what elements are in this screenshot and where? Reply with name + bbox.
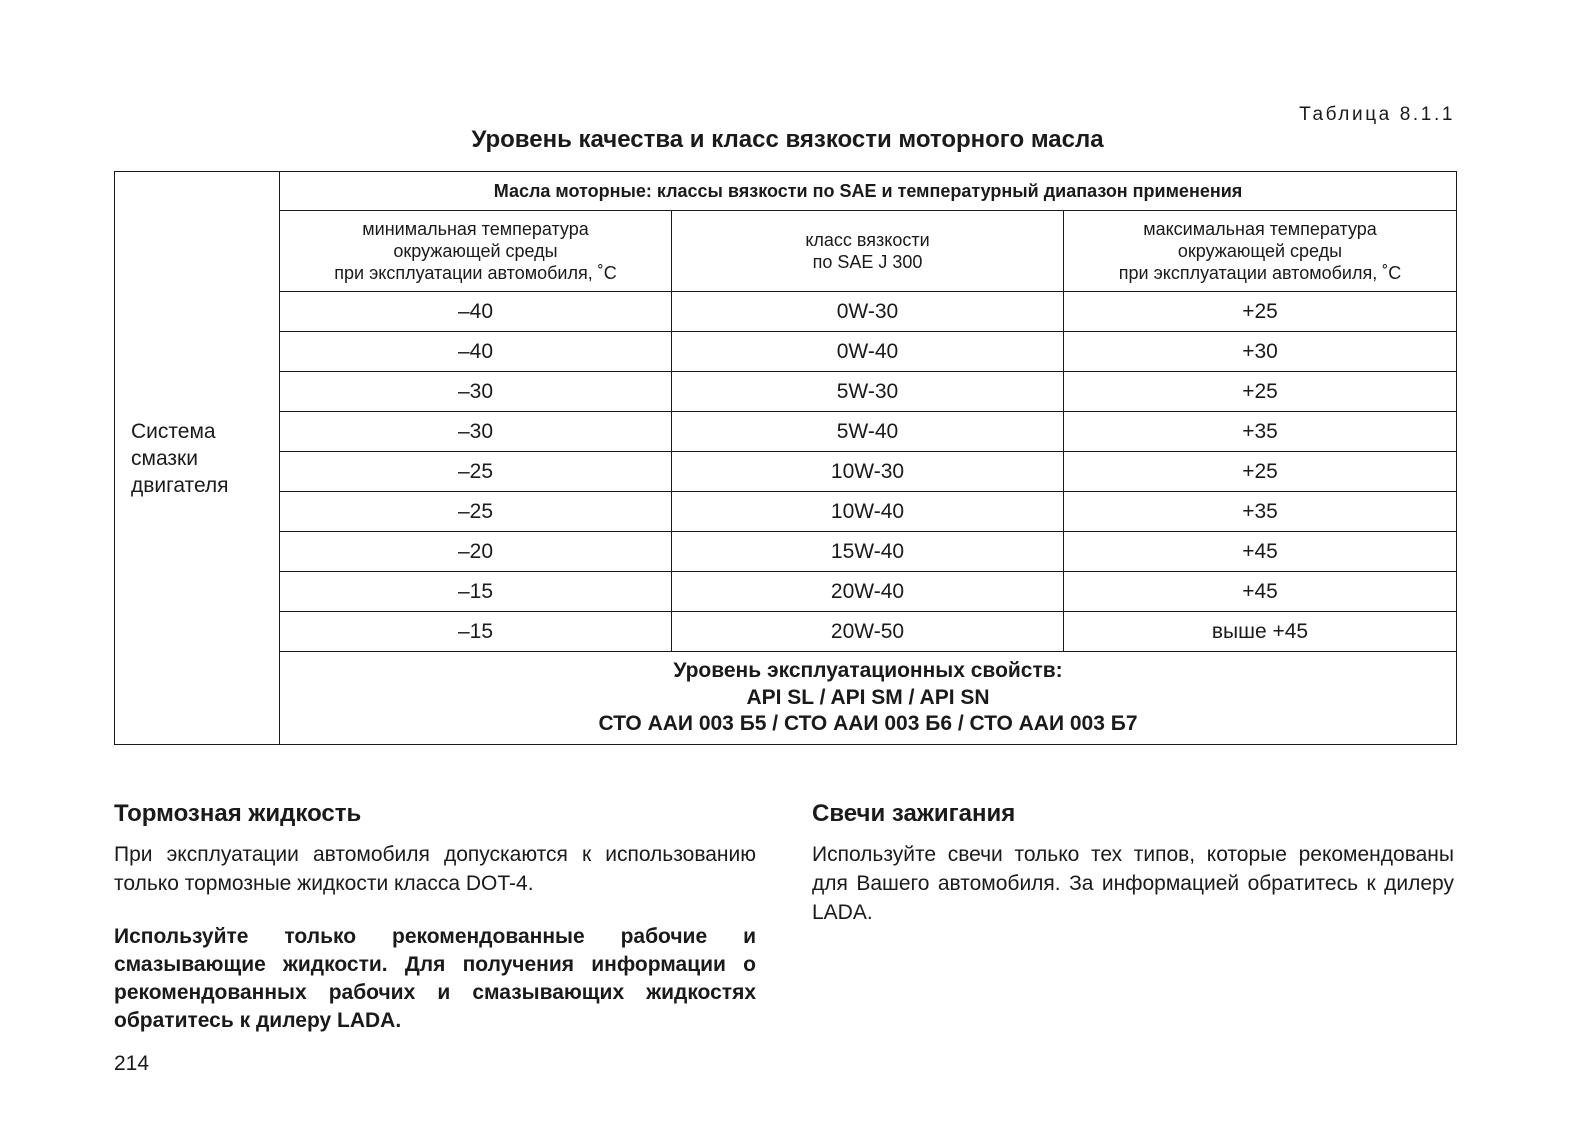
brake-fluid-text: При эксплуатации автомобиля допускаются к использованию только тормозные жидкости класса DOT-4.: [114, 843, 756, 895]
system-label-line: двигателя: [131, 473, 229, 497]
spark-plugs-title: Свечи зажигания: [812, 800, 1016, 827]
min-temp-cell: –40: [280, 292, 672, 332]
viscosity-class-cell: 5W-30: [672, 372, 1064, 412]
table-row: [115, 412, 1457, 452]
col-max-temp-header: [1064, 211, 1457, 292]
performance-level-line: API SL / API SM / API SN: [746, 685, 990, 709]
min-temp-cell: –15: [280, 612, 672, 652]
column-header-row: [115, 211, 1457, 292]
max-temp-cell: выше +45: [1064, 612, 1457, 652]
col-min-line: минимальная температура: [362, 219, 589, 239]
viscosity-class-cell: 15W-40: [672, 532, 1064, 572]
table-row: [115, 532, 1457, 572]
spark-plugs-section: [812, 798, 1454, 927]
max-temp-cell: +30: [1064, 332, 1457, 372]
col-max-line: максимальная температура: [1143, 219, 1377, 239]
table-row: [115, 292, 1457, 332]
table-row: [115, 372, 1457, 412]
spark-plugs-text: Используйте свечи только тех типов, которые рекомендованы для Вашего автомобиля. За информацией обратитесь к дилеру LADA.: [812, 843, 1454, 924]
col-max-line: при эксплуатации автомобиля, ˚С: [1118, 263, 1402, 283]
col-viscosity-class-header: [672, 211, 1064, 292]
performance-level-line: СТО ААИ 003 Б5 / СТО ААИ 003 Б6 / СТО ААИ 003 Б7: [598, 712, 1138, 736]
viscosity-class-cell: 20W-50: [672, 612, 1064, 652]
col-class-line: класс вязкости: [805, 230, 930, 250]
min-temp-cell: –20: [280, 532, 672, 572]
page-number: 214: [114, 1052, 150, 1075]
viscosity-class-cell: 10W-40: [672, 492, 1064, 532]
table-row: [115, 332, 1457, 372]
col-min-line: при эксплуатации автомобиля, ˚С: [334, 263, 617, 283]
performance-level-cell: [280, 652, 1457, 745]
table-row: [115, 492, 1457, 532]
brake-fluid-title: Тормозная жидкость: [114, 800, 362, 827]
brake-fluid-section: [114, 798, 756, 1035]
max-temp-cell: +45: [1064, 532, 1457, 572]
system-label-cell: [115, 172, 280, 745]
table-row: [115, 572, 1457, 612]
col-min-line: окружающей среды: [393, 241, 558, 261]
table-row: [115, 612, 1457, 652]
min-temp-cell: –25: [280, 492, 672, 532]
system-label-line: смазки: [131, 446, 198, 470]
viscosity-class-cell: 0W-40: [672, 332, 1064, 372]
min-temp-cell: –15: [280, 572, 672, 612]
viscosity-class-cell: 5W-40: [672, 412, 1064, 452]
oil-viscosity-table: [114, 171, 1457, 745]
table-number: Таблица 8.1.1: [1299, 104, 1455, 125]
viscosity-class-cell: 20W-40: [672, 572, 1064, 612]
main-header: Масла моторные: классы вязкости по SAE и температурный диапазон применения: [280, 172, 1457, 211]
table-title: Уровень качества и класс вязкости моторного масла: [471, 126, 1104, 153]
max-temp-cell: +45: [1064, 572, 1457, 612]
max-temp-cell: +35: [1064, 412, 1457, 452]
col-class-line: по SAE J 300: [812, 252, 923, 272]
performance-level-line: Уровень эксплуатационных свойств:: [673, 659, 1063, 683]
max-temp-cell: +25: [1064, 452, 1457, 492]
viscosity-class-cell: 0W-30: [672, 292, 1064, 332]
viscosity-class-cell: 10W-30: [672, 452, 1064, 492]
table-header-row: [115, 172, 1457, 211]
max-temp-cell: +35: [1064, 492, 1457, 532]
system-label-line: Система: [131, 419, 216, 443]
min-temp-cell: –40: [280, 332, 672, 372]
fluids-warning-text: Используйте только рекомендованные рабочие и смазывающие жидкости. Для получения информации о рекомендованных рабочих и смазывающих жидкостях обратитесь к дилеру LADA.: [114, 925, 756, 1032]
col-max-line: окружающей среды: [1177, 241, 1343, 261]
min-temp-cell: –25: [280, 452, 672, 492]
col-min-temp-header: [280, 211, 672, 292]
table-footer-row: [115, 652, 1457, 745]
table-row: [115, 452, 1457, 492]
max-temp-cell: +25: [1064, 372, 1457, 412]
min-temp-cell: –30: [280, 372, 672, 412]
min-temp-cell: –30: [280, 412, 672, 452]
max-temp-cell: +25: [1064, 292, 1457, 332]
